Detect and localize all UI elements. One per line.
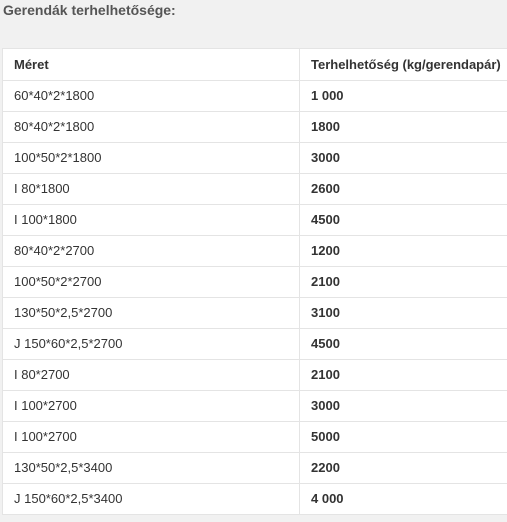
table-row (3, 81, 507, 112)
table-row (3, 360, 507, 391)
load-cell: 4500 (300, 205, 507, 236)
size-cell: I 80*2700 (3, 360, 300, 391)
size-cell: 80*40*2*1800 (3, 112, 300, 143)
table-row (3, 453, 507, 484)
column-header-load-capacity: Terhelhetőség (kg/gerendapár) (300, 49, 507, 81)
table-row (3, 143, 507, 174)
table-header-row (3, 49, 507, 81)
load-cell: 2100 (300, 267, 507, 298)
load-capacity-table-container (2, 48, 507, 515)
load-cell: 1200 (300, 236, 507, 267)
size-cell: I 80*1800 (3, 174, 300, 205)
size-cell: I 100*1800 (3, 205, 300, 236)
load-cell: 5000 (300, 422, 507, 453)
load-capacity-table (2, 48, 507, 515)
load-cell: 3000 (300, 143, 507, 174)
size-cell: I 100*2700 (3, 391, 300, 422)
size-cell: 100*50*2*1800 (3, 143, 300, 174)
table-row (3, 484, 507, 515)
table-row (3, 329, 507, 360)
load-cell: 2100 (300, 360, 507, 391)
size-cell: I 100*2700 (3, 422, 300, 453)
size-cell: 130*50*2,5*2700 (3, 298, 300, 329)
table-row (3, 391, 507, 422)
column-header-size: Méret (3, 49, 300, 81)
table-row (3, 267, 507, 298)
load-cell: 1800 (300, 112, 507, 143)
size-cell: J 150*60*2,5*2700 (3, 329, 300, 360)
size-cell: J 150*60*2,5*3400 (3, 484, 300, 515)
load-cell: 3100 (300, 298, 507, 329)
table-row (3, 422, 507, 453)
table-row (3, 236, 507, 267)
table-row (3, 112, 507, 143)
load-cell: 2600 (300, 174, 507, 205)
size-cell: 80*40*2*2700 (3, 236, 300, 267)
load-cell: 1 000 (300, 81, 507, 112)
table-row (3, 174, 507, 205)
table-row (3, 298, 507, 329)
load-cell: 4500 (300, 329, 507, 360)
load-cell: 2200 (300, 453, 507, 484)
load-cell: 4 000 (300, 484, 507, 515)
load-cell: 3000 (300, 391, 507, 422)
size-cell: 130*50*2,5*3400 (3, 453, 300, 484)
table-row (3, 205, 507, 236)
size-cell: 60*40*2*1800 (3, 81, 300, 112)
size-cell: 100*50*2*2700 (3, 267, 300, 298)
page-heading: Gerendák terhelhetősége: (3, 2, 176, 18)
